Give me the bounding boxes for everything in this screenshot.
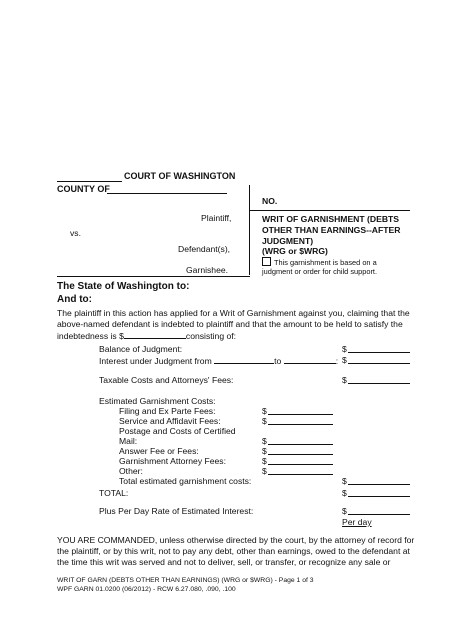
court-line: COURT OF WASHINGTON — [124, 171, 236, 181]
state-address: The State of Washington to: — [57, 281, 190, 292]
taxable-blank[interactable] — [348, 375, 410, 386]
interest-blank[interactable] — [348, 355, 410, 366]
service-dollar: $ — [262, 416, 267, 426]
interest-from-blank[interactable] — [214, 355, 274, 364]
vs-label: vs. — [70, 228, 81, 238]
intro-line-3a: indebtedness is $ — [57, 331, 124, 342]
total-label: TOTAL: — [99, 488, 129, 498]
filing-label: Filing and Ex Parte Fees: — [119, 406, 216, 416]
balance-label: Balance of Judgment: — [99, 344, 183, 354]
interest-line — [99, 355, 338, 366]
garnishee-label: Garnishee. — [186, 265, 229, 275]
intro-paragraph — [57, 308, 417, 343]
child-support-checkbox[interactable] — [262, 257, 271, 266]
court-blank[interactable] — [57, 173, 122, 184]
writ-title-line-4: (WRG or $WRG) — [262, 246, 328, 257]
intro-line-2: above-named defendant is indebted to plaintiff and that the amount to be held to satisfy the — [57, 319, 403, 330]
plaintiff-label: Plaintiff, — [201, 213, 232, 223]
intro-line-3b: consisting of: — [185, 331, 237, 342]
child-support-checkbox-group — [262, 257, 377, 276]
interest-label-b: to — [274, 356, 282, 366]
per-day-dollar: $ — [342, 506, 347, 516]
footer-line-2: WPF GARN 01.0200 (06/2012) - RCW 6.27.080, .090, .100 — [57, 586, 236, 593]
county-line: COUNTY OF — [57, 184, 110, 194]
writ-title — [262, 214, 400, 257]
attorney-dollar: $ — [262, 456, 267, 466]
case-number-label: NO. — [262, 196, 278, 206]
taxable-label: Taxable Costs and Attorneys' Fees: — [99, 375, 234, 385]
service-blank[interactable] — [268, 416, 333, 427]
county-blank[interactable] — [107, 185, 227, 196]
per-day-rate-label: Plus Per Day Rate of Estimated Interest: — [99, 506, 254, 516]
postage-label-2: Mail: — [119, 436, 138, 446]
intro-line-1: The plaintiff in this action has applied for a Writ of Garnishment against you, claiming that the — [57, 308, 410, 318]
interest-to-blank[interactable] — [284, 355, 339, 366]
interest-dollar: $ — [342, 355, 347, 365]
other-label: Other: — [119, 466, 143, 476]
caption-right-line — [250, 210, 410, 211]
footer — [57, 576, 314, 594]
postage-dollar: $ — [262, 436, 267, 446]
defendant-label: Defendant(s), — [178, 244, 231, 254]
writ-title-line-2: OTHER THAN EARNINGS--AFTER — [262, 224, 401, 235]
attorney-label: Garnishment Attorney Fees: — [119, 456, 226, 466]
total-est-label: Total estimated garnishment costs: — [119, 476, 252, 486]
per-day-blank[interactable] — [348, 506, 410, 517]
total-est-blank[interactable] — [348, 476, 410, 487]
writ-title-line-1: WRIT OF GARNISHMENT (DEBTS — [262, 214, 400, 224]
interest-label-a: Interest under Judgment from — [99, 356, 212, 366]
answer-dollar: $ — [262, 446, 267, 456]
commanded-line-1: YOU ARE COMMANDED, unless otherwise directed by the court, by the attorney of record for — [57, 535, 415, 545]
filing-dollar: $ — [262, 406, 267, 416]
commanded-line-3: the time this writ was served and not to deliver, sell, or transfer, or recognize any sale or — [57, 557, 391, 568]
writ-title-line-3: JUDGMENT) — [262, 235, 314, 246]
balance-dollar: $ — [342, 344, 347, 354]
per-day-label: Per day — [342, 517, 372, 527]
commanded-line-2: the plaintiff, or by this writ, not to pay any debt, other than earnings, owed to the defendant at — [57, 546, 410, 557]
child-support-text-2: judgment or order for child support. — [262, 267, 378, 276]
estimated-label: Estimated Garnishment Costs: — [99, 396, 216, 406]
postage-label-1: Postage and Costs of Certified — [119, 426, 236, 436]
other-dollar: $ — [262, 466, 267, 476]
child-support-text-1: This garnishment is based on a — [274, 258, 377, 267]
total-blank[interactable] — [348, 488, 410, 499]
total-dollar: $ — [342, 488, 347, 498]
total-est-dollar: $ — [342, 476, 347, 486]
service-label: Service and Affidavit Fees: — [119, 416, 221, 426]
interest-label-c: : — [335, 356, 339, 366]
indebtedness-blank[interactable] — [124, 330, 186, 339]
answer-label: Answer Fee or Fees: — [119, 446, 199, 456]
caption-divider — [249, 185, 250, 275]
footer-line-1: WRIT OF GARN (DEBTS OTHER THAN EARNINGS) (WRG or $WRG) - Page 1 of 3 — [57, 577, 314, 584]
balance-blank[interactable] — [348, 344, 410, 355]
and-to-address: And to: — [57, 294, 92, 305]
other-blank[interactable] — [268, 466, 333, 477]
taxable-dollar: $ — [342, 375, 347, 385]
commanded-paragraph — [57, 535, 417, 569]
caption-bottom-line — [57, 276, 250, 277]
